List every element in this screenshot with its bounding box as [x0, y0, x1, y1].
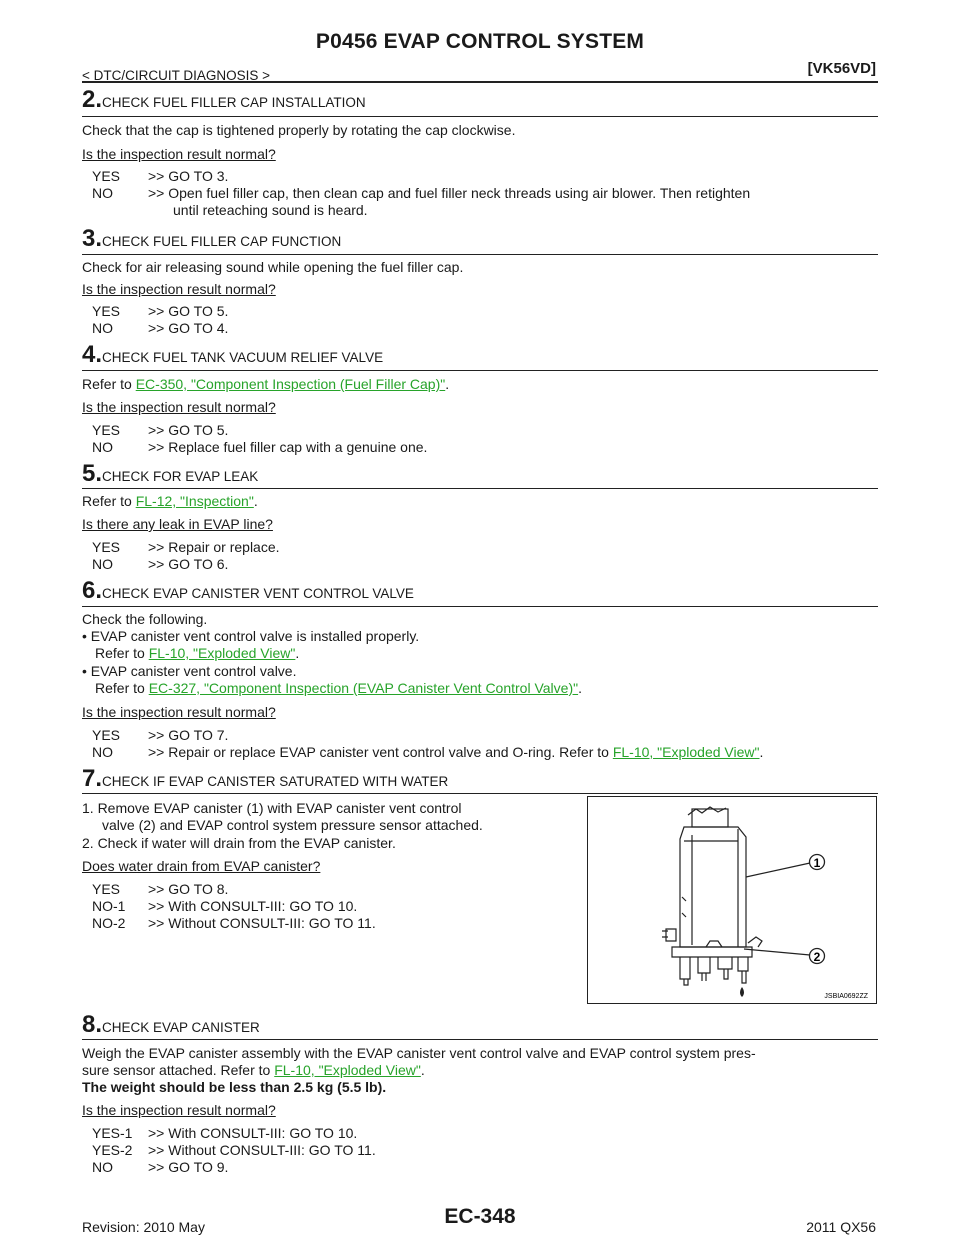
step-7-no-2: NO-2 >> Without CONSULT-III: GO TO 11. — [92, 915, 376, 931]
step-3-heading: 3.CHECK FUEL FILLER CAP FUNCTION — [82, 225, 342, 252]
step-8-no: NO >> GO TO 9. — [92, 1159, 229, 1175]
step-4-refer: Refer to EC-350, "Component Inspection (Fuel Filler Cap)". — [82, 376, 450, 392]
step-rule — [82, 116, 878, 117]
step-7-no-1: NO-1 >> With CONSULT-III: GO TO 10. — [92, 898, 358, 914]
step-5-question: Is there any leak in EVAP line? — [82, 516, 273, 532]
step-5-heading: 5.CHECK FOR EVAP LEAK — [82, 460, 259, 487]
step-7-item-1: 1. Remove EVAP canister (1) with EVAP canister vent control — [82, 800, 462, 816]
step-6-yes: YES >> GO TO 7. — [92, 727, 229, 743]
step-5-no: NO >> GO TO 6. — [92, 556, 229, 572]
step-7-question: Does water drain from EVAP canister? — [82, 858, 321, 874]
step-6-refer-2: Refer to EC-327, "Component Inspection (EVAP Canister Vent Control Valve)". — [95, 680, 582, 696]
step-8-yes-2: YES-2 >> Without CONSULT-III: GO TO 11. — [92, 1142, 376, 1158]
link-fl-10[interactable]: FL-10, "Exploded View" — [148, 645, 296, 661]
page-number: EC-348 — [444, 1205, 516, 1228]
step-rule — [82, 254, 878, 255]
step-rule — [82, 793, 878, 794]
step-8-heading: 8.CHECK EVAP CANISTER — [82, 1011, 260, 1038]
step-6-heading: 6.CHECK EVAP CANISTER VENT CONTROL VALVE — [82, 577, 414, 604]
step-5-refer: Refer to FL-12, "Inspection". — [82, 493, 258, 509]
step-6-no: NO >> Repair or replace EVAP canister vent control valve and O-ring. Refer to FL-10, "Exploded View". — [92, 744, 764, 760]
step-8-text-2: sure sensor attached. Refer to FL-10, "Exploded View". — [82, 1062, 425, 1078]
revision-label: Revision: 2010 May — [82, 1219, 205, 1235]
step-3-yes: YES >> GO TO 5. — [92, 303, 229, 319]
step-2-no-cont: until reteaching sound is heard. — [173, 202, 368, 218]
link-fl-10-b[interactable]: FL-10, "Exploded View" — [612, 744, 760, 760]
page-title: P0456 EVAP CONTROL SYSTEM — [315, 30, 645, 53]
step-3-no: NO >> GO TO 4. — [92, 320, 229, 336]
step-6-bullet-1: • EVAP canister vent control valve is installed properly. — [82, 628, 420, 644]
step-7-item-2: 2. Check if water will drain from the EVAP canister. — [82, 835, 396, 851]
link-fl-12[interactable]: FL-12, "Inspection" — [135, 493, 254, 509]
callout-2: 2 — [813, 950, 821, 964]
step-2-question: Is the inspection result normal? — [82, 146, 276, 162]
step-3-text: Check for air releasing sound while opening the fuel filler cap. — [82, 259, 464, 275]
step-8-yes-1: YES-1 >> With CONSULT-III: GO TO 10. — [92, 1125, 358, 1141]
footer-model: 2011 QX56 — [806, 1219, 876, 1235]
step-2-no: NO >> Open fuel filler cap, then clean cap and fuel filler neck threads using air blower. Then retighten — [92, 185, 751, 201]
link-ec-327[interactable]: EC-327, "Component Inspection (EVAP Canister Vent Control Valve)" — [148, 680, 579, 696]
step-7-heading: 7.CHECK IF EVAP CANISTER SATURATED WITH WATER — [82, 765, 449, 792]
section-label: < DTC/CIRCUIT DIAGNOSIS > — [82, 68, 271, 83]
link-ec-350[interactable]: EC-350, "Component Inspection (Fuel Filler Cap)" — [135, 376, 446, 392]
step-6-question: Is the inspection result normal? — [82, 704, 276, 720]
evap-canister-figure — [587, 796, 877, 1004]
step-7-yes: YES >> GO TO 8. — [92, 881, 229, 897]
step-6-refer-1: Refer to FL-10, "Exploded View". — [95, 645, 300, 661]
step-rule — [82, 1039, 878, 1040]
step-4-yes: YES >> GO TO 5. — [92, 422, 229, 438]
evap-canister-illustration — [588, 797, 876, 1003]
step-3-question: Is the inspection result normal? — [82, 281, 276, 297]
model-label: [VK56VD] — [807, 60, 876, 77]
step-4-heading: 4.CHECK FUEL TANK VACUUM RELIEF VALVE — [82, 341, 384, 368]
step-8-weight-spec: The weight should be less than 2.5 kg (5.5 lb). — [82, 1079, 387, 1095]
step-7-item-1-cont: valve (2) and EVAP control system pressure sensor attached. — [102, 817, 483, 833]
step-5-yes: YES >> Repair or replace. — [92, 539, 280, 555]
figure-code: JSBIA0692ZZ — [824, 993, 868, 1000]
step-2-text: Check that the cap is tightened properly by rotating the cap clockwise. — [82, 122, 516, 138]
step-rule — [82, 606, 878, 607]
header-rule — [82, 81, 878, 83]
step-2-heading: 2.CHECK FUEL FILLER CAP INSTALLATION — [82, 86, 366, 113]
step-rule — [82, 370, 878, 371]
step-2-yes: YES >> GO TO 3. — [92, 168, 229, 184]
step-6-text: Check the following. — [82, 611, 208, 627]
link-fl-10-c[interactable]: FL-10, "Exploded View" — [274, 1062, 421, 1078]
step-4-question: Is the inspection result normal? — [82, 399, 276, 415]
callout-1: 1 — [813, 856, 821, 870]
step-8-question: Is the inspection result normal? — [82, 1102, 276, 1118]
water-drop-icon — [740, 987, 744, 997]
step-rule — [82, 488, 878, 489]
step-6-bullet-2: • EVAP canister vent control valve. — [82, 663, 297, 679]
step-4-no: NO >> Replace fuel filler cap with a genuine one. — [92, 439, 428, 455]
step-8-text-1: Weigh the EVAP canister assembly with the EVAP canister vent control valve and EVAP control system pres- — [82, 1045, 756, 1061]
